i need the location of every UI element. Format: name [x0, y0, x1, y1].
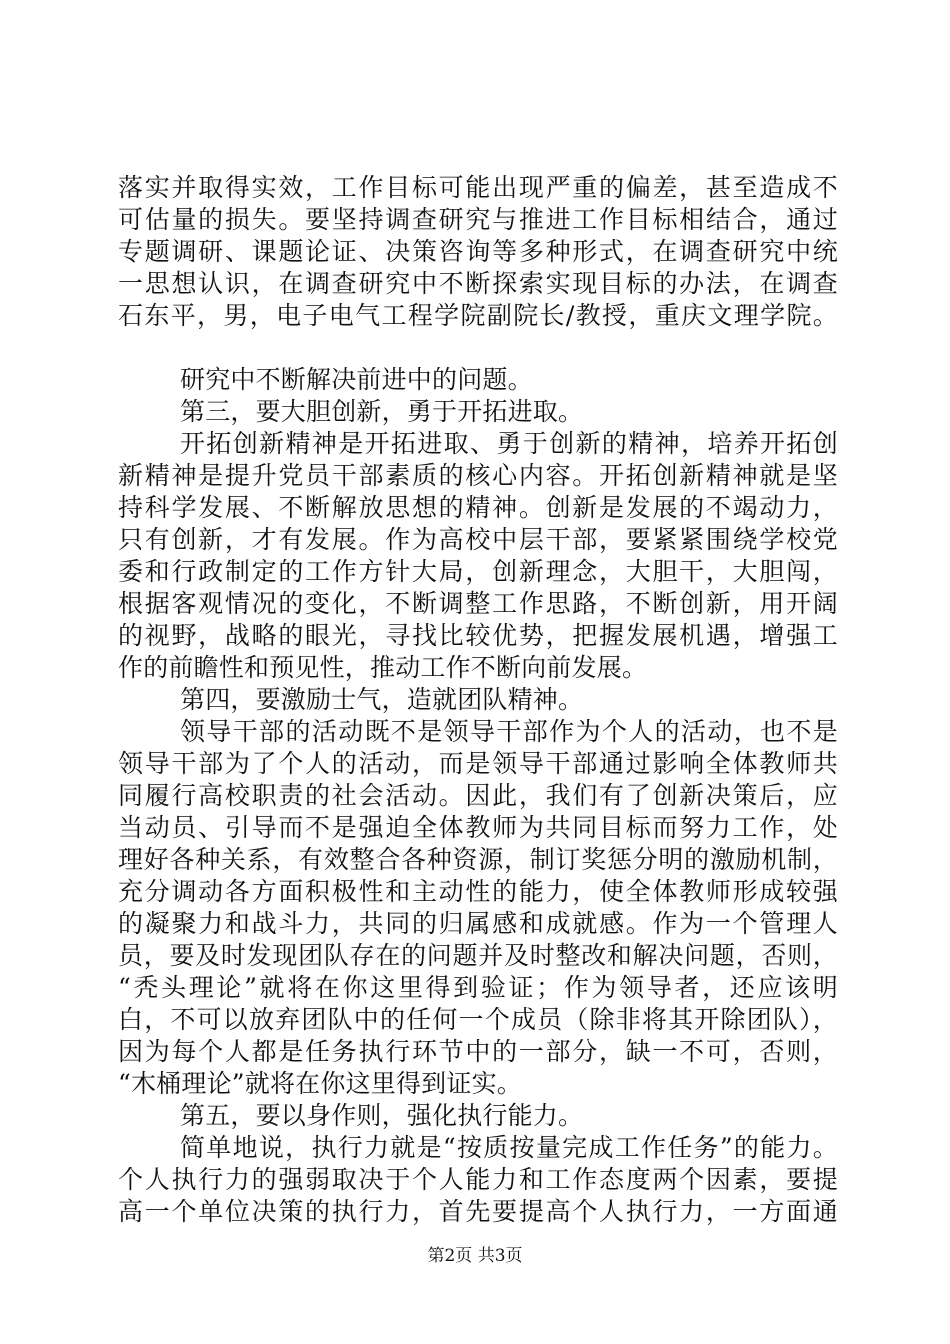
text-line: 白，不可以放弃团队中的任何一个成员（除非将其开除团队），: [118, 1005, 838, 1034]
text-line: 专题调研、课题论证、决策咨询等多种形式，在调查研究中统: [118, 237, 838, 266]
text-line: 的视野，战略的眼光，寻找比较优势，把握发展机遇，增强工: [118, 621, 838, 650]
text-line: 的凝聚力和战斗力，共同的归属感和成就感。作为一个管理人: [118, 909, 838, 938]
document-body: [118, 172, 838, 1228]
text-line: 根据客观情况的变化，不断调整工作思路，不断创新，用开阔: [118, 589, 838, 618]
text-line: 当动员、引导而不是强迫全体教师为共同目标而努力工作，处: [118, 813, 838, 842]
text-line: 开拓创新精神是开拓进取、勇于创新的精神，培养开拓创: [180, 429, 838, 458]
paragraph-gap: [118, 332, 838, 364]
text-line: 领导干部的活动既不是领导干部作为个人的活动，也不是: [180, 717, 838, 746]
text-line: 个人执行力的强弱取决于个人能力和工作态度两个因素，要提: [118, 1165, 838, 1194]
text-line: 委和行政制定的工作方针大局，创新理念，大胆干，大胆闯，: [118, 557, 838, 586]
text-line: 理好各种关系，有效整合各种资源，制订奖惩分明的激励机制，: [118, 845, 838, 874]
section-heading: 第四，要激励士气，造就团队精神。: [180, 685, 584, 714]
section-heading: 第五，要以身作则，强化执行能力。: [180, 1101, 584, 1130]
text-line: 因为每个人都是任务执行环节中的一部分，缺一不可，否则，: [118, 1037, 838, 1066]
text-line: 一思想认识，在调查研究中不断探索实现目标的办法，在调查: [118, 269, 838, 298]
section-heading: 第三，要大胆创新，勇于开拓进取。: [180, 397, 584, 426]
text-line: “秃头理论”就将在你这里得到验证；作为领导者，还应该明: [118, 973, 838, 1002]
text-line: 研究中不断解决前进中的问题。: [180, 365, 533, 394]
text-line: 作的前瞻性和预见性，推动工作不断向前发展。: [118, 653, 648, 682]
text-line: 充分调动各方面积极性和主动性的能力，使全体教师形成较强: [118, 877, 838, 906]
text-line: 高一个单位决策的执行力，首先要提高个人执行力，一方面通: [118, 1197, 838, 1226]
text-line: 领导干部为了个人的活动，而是领导干部通过影响全体教师共: [118, 749, 838, 778]
text-line: 新精神是提升党员干部素质的核心内容。开拓创新精神就是坚: [118, 461, 838, 490]
text-line: 可估量的损失。要坚持调查研究与推进工作目标相结合，通过: [118, 205, 838, 234]
text-line: “木桶理论”就将在你这里得到证实。: [118, 1069, 522, 1098]
text-line: 员，要及时发现团队存在的问题并及时整改和解决问题，否则，: [118, 941, 838, 970]
text-line: 只有创新，才有发展。作为高校中层干部，要紧紧围绕学校党: [118, 525, 838, 554]
text-line: 落实并取得实效，工作目标可能出现严重的偏差，甚至造成不: [118, 173, 838, 202]
text-line: 持科学发展、不断解放思想的精神。创新是发展的不竭动力，: [118, 493, 838, 522]
text-line: 简单地说，执行力就是“按质按量完成工作任务”的能力。: [180, 1133, 838, 1162]
author-note: 石东平，男，电子电气工程学院副院长/教授，重庆文理学院。: [118, 301, 838, 330]
page-number-footer: 第2页 共3页: [427, 1246, 523, 1266]
text-line: 同履行高校职责的社会活动。因此，我们有了创新决策后，应: [118, 781, 838, 810]
